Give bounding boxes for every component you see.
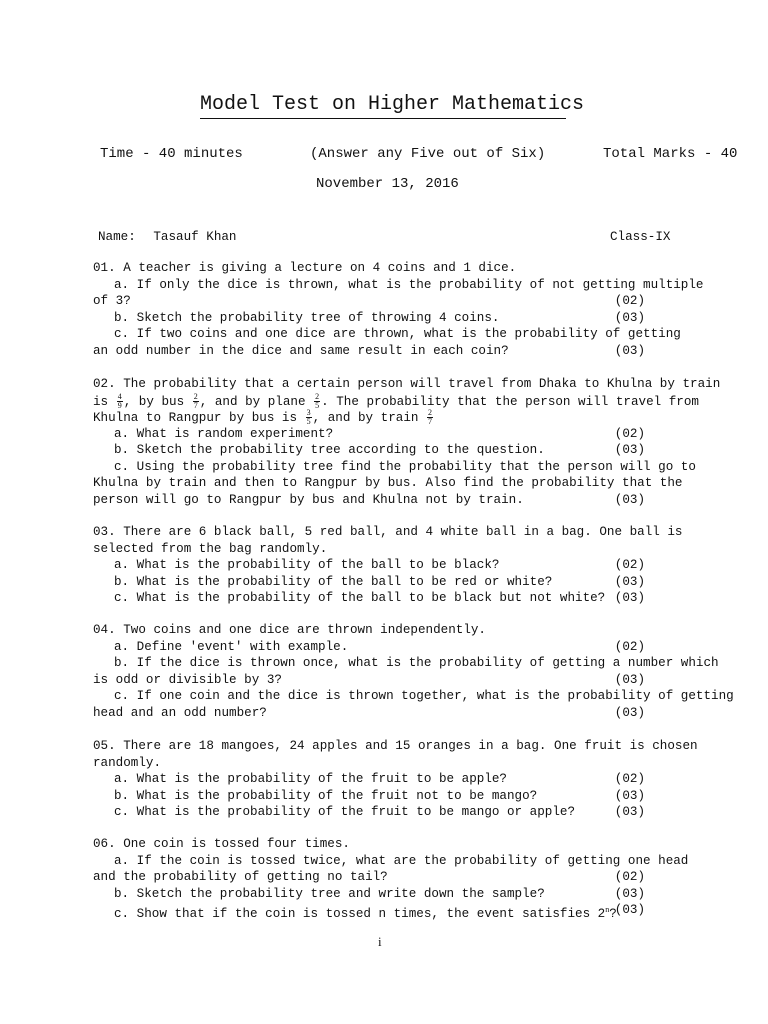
marks: (02) [614, 772, 645, 786]
fraction [117, 393, 123, 410]
marks: (03) [614, 310, 645, 325]
numerator: 2 [193, 391, 198, 401]
sub-question-c: c. If two coins and one dice are thrown, what is the probability of getting [114, 327, 681, 341]
page-number: i [378, 934, 382, 949]
sub-question-b-cont [93, 672, 733, 689]
question-stem: 04. Two coins and one dice are thrown independently. [93, 623, 486, 637]
text: a. What is the probability of the ball to be black? [114, 558, 500, 572]
marks: (02) [614, 294, 645, 308]
name-field [98, 230, 237, 244]
question-5 [93, 738, 733, 821]
sub-question-a [93, 771, 733, 788]
question-6 [93, 836, 733, 922]
sub-question-c-cont: Khulna by train and then to Rangpur by bus. Also find the probability that the [93, 476, 683, 490]
class-label: Class-IX [610, 230, 671, 244]
marks: (03) [614, 343, 645, 358]
text: a. What is random experiment? [114, 426, 334, 441]
text: , and by train [312, 410, 419, 425]
sub-question-c-cont [93, 492, 733, 509]
page-title: Model Test on Higher Mathematics [200, 93, 566, 119]
question-stem-cont [93, 409, 733, 426]
text: b. Sketch the probability tree according to the question. [114, 443, 545, 457]
question-stem: 03. There are 6 black ball, 5 red ball, and 4 white ball in a bag. One ball is [93, 525, 683, 539]
sub-question-a [93, 557, 733, 574]
sub-question-c [93, 804, 733, 821]
text: is odd or divisible by 3? [93, 672, 282, 687]
marks: (03) [614, 886, 645, 901]
denominator: 5 [306, 417, 311, 426]
text: ? [609, 907, 617, 922]
text: . The probability that the person will travel from [321, 394, 699, 409]
question-stem-cont: selected from the bag randomly. [93, 541, 328, 556]
fraction [306, 409, 312, 426]
sub-question-b [93, 442, 733, 459]
text: b. What is the probability of the fruit not to be mango? [114, 788, 538, 803]
text: b. Sketch the probability tree of throwing 4 coins. [114, 310, 500, 325]
question-stem: 06. One coin is tossed four times. [93, 837, 350, 851]
text: of 3? [93, 294, 131, 308]
text: person will go to Rangpur by bus and Khulna not by train. [93, 492, 524, 507]
text: a. Define 'event' with example. [114, 639, 349, 654]
exponent: n [605, 905, 610, 914]
student-name: Tasauf Khan [153, 230, 237, 244]
marks: (02) [614, 426, 645, 441]
question-stem-cont: randomly. [93, 755, 162, 770]
text: c. What is the probability of the ball to be black but not white? [114, 591, 606, 605]
sub-question-c: c. Using the probability tree find the probability that the person will go to [114, 459, 696, 474]
sub-question-c [93, 902, 733, 922]
marks: (02) [614, 870, 645, 884]
sub-question-c-cont [93, 343, 733, 360]
fraction [193, 393, 199, 410]
marks: (02) [614, 558, 645, 572]
text: , and by plane [199, 394, 306, 409]
marks: (03) [614, 492, 645, 507]
marks: (03) [614, 805, 645, 819]
text: Khulna to Rangpur by bus is [93, 410, 298, 425]
question-1 [93, 260, 733, 359]
denominator: 7 [428, 417, 432, 426]
question-stem: 05. There are 18 mangoes, 24 apples and 15 oranges in a bag. One fruit is chosen [93, 739, 698, 753]
text: , by bus [123, 394, 185, 409]
text: a. What is the probability of the fruit to be apple? [114, 772, 507, 786]
text: is [93, 394, 109, 409]
numerator: 3 [306, 408, 311, 417]
numerator: 4 [117, 391, 122, 401]
question-stem: 01. A teacher is giving a lecture on 4 coins and 1 dice. [93, 261, 517, 275]
sub-question-a [93, 639, 733, 656]
sub-question-b [93, 788, 733, 805]
text: and the probability of getting no tail? [93, 870, 388, 884]
fraction [427, 409, 433, 426]
marks: (03) [614, 705, 645, 720]
sub-question-b [93, 310, 733, 327]
sub-question-c: c. If one coin and the dice is thrown together, what is the probability of getting [114, 689, 734, 703]
name-label: Name: [98, 230, 136, 244]
time-label: Time - 40 minutes [100, 146, 243, 162]
question-stem-cont [93, 393, 733, 410]
total-marks-label: Total Marks - 40 [603, 146, 738, 162]
sub-question-b [93, 574, 733, 591]
question-4 [93, 622, 733, 721]
sub-question-b [93, 886, 733, 903]
sub-question-b: b. If the dice is thrown once, what is the probability of getting a number which [114, 656, 719, 670]
sub-question-a-cont [93, 293, 733, 310]
sub-question-a [93, 426, 733, 443]
denominator: 7 [193, 400, 198, 410]
numerator: 2 [428, 408, 432, 417]
sub-question-c [93, 590, 733, 607]
question-2 [93, 376, 733, 508]
text: c. What is the probability of the fruit to be mango or apple? [114, 805, 576, 819]
numerator: 2 [315, 391, 320, 401]
denominator: 9 [117, 400, 122, 410]
question-3 [93, 524, 733, 607]
marks: (03) [614, 903, 645, 917]
text: head and an odd number? [93, 705, 267, 720]
sub-question-a: a. If the coin is tossed twice, what are the probability of getting one head [114, 853, 689, 868]
denominator: 5 [315, 400, 320, 410]
exam-date: November 13, 2016 [316, 176, 459, 192]
text: c. Show that if the coin is tossed n times, the event satisfies 2 [114, 907, 606, 922]
text: b. Sketch the probability tree and write down the sample? [114, 886, 545, 901]
marks: (02) [614, 639, 645, 654]
text: b. What is the probability of the ball to be red or white? [114, 574, 553, 589]
sub-question-a: a. If only the dice is thrown, what is the probability of not getting multiple [114, 277, 704, 292]
marks: (03) [614, 591, 645, 605]
marks: (03) [614, 443, 645, 457]
fraction [314, 393, 320, 410]
sub-question-a-cont [93, 869, 733, 886]
marks: (03) [614, 574, 645, 589]
question-stem: 02. The probability that a certain person will travel from Dhaka to Khulna by train [93, 377, 721, 391]
text: an odd number in the dice and same result in each coin? [93, 343, 509, 358]
instruction-label: (Answer any Five out of Six) [310, 146, 546, 162]
marks: (03) [614, 672, 645, 687]
sub-question-c-cont [93, 705, 733, 722]
marks: (03) [614, 788, 645, 803]
